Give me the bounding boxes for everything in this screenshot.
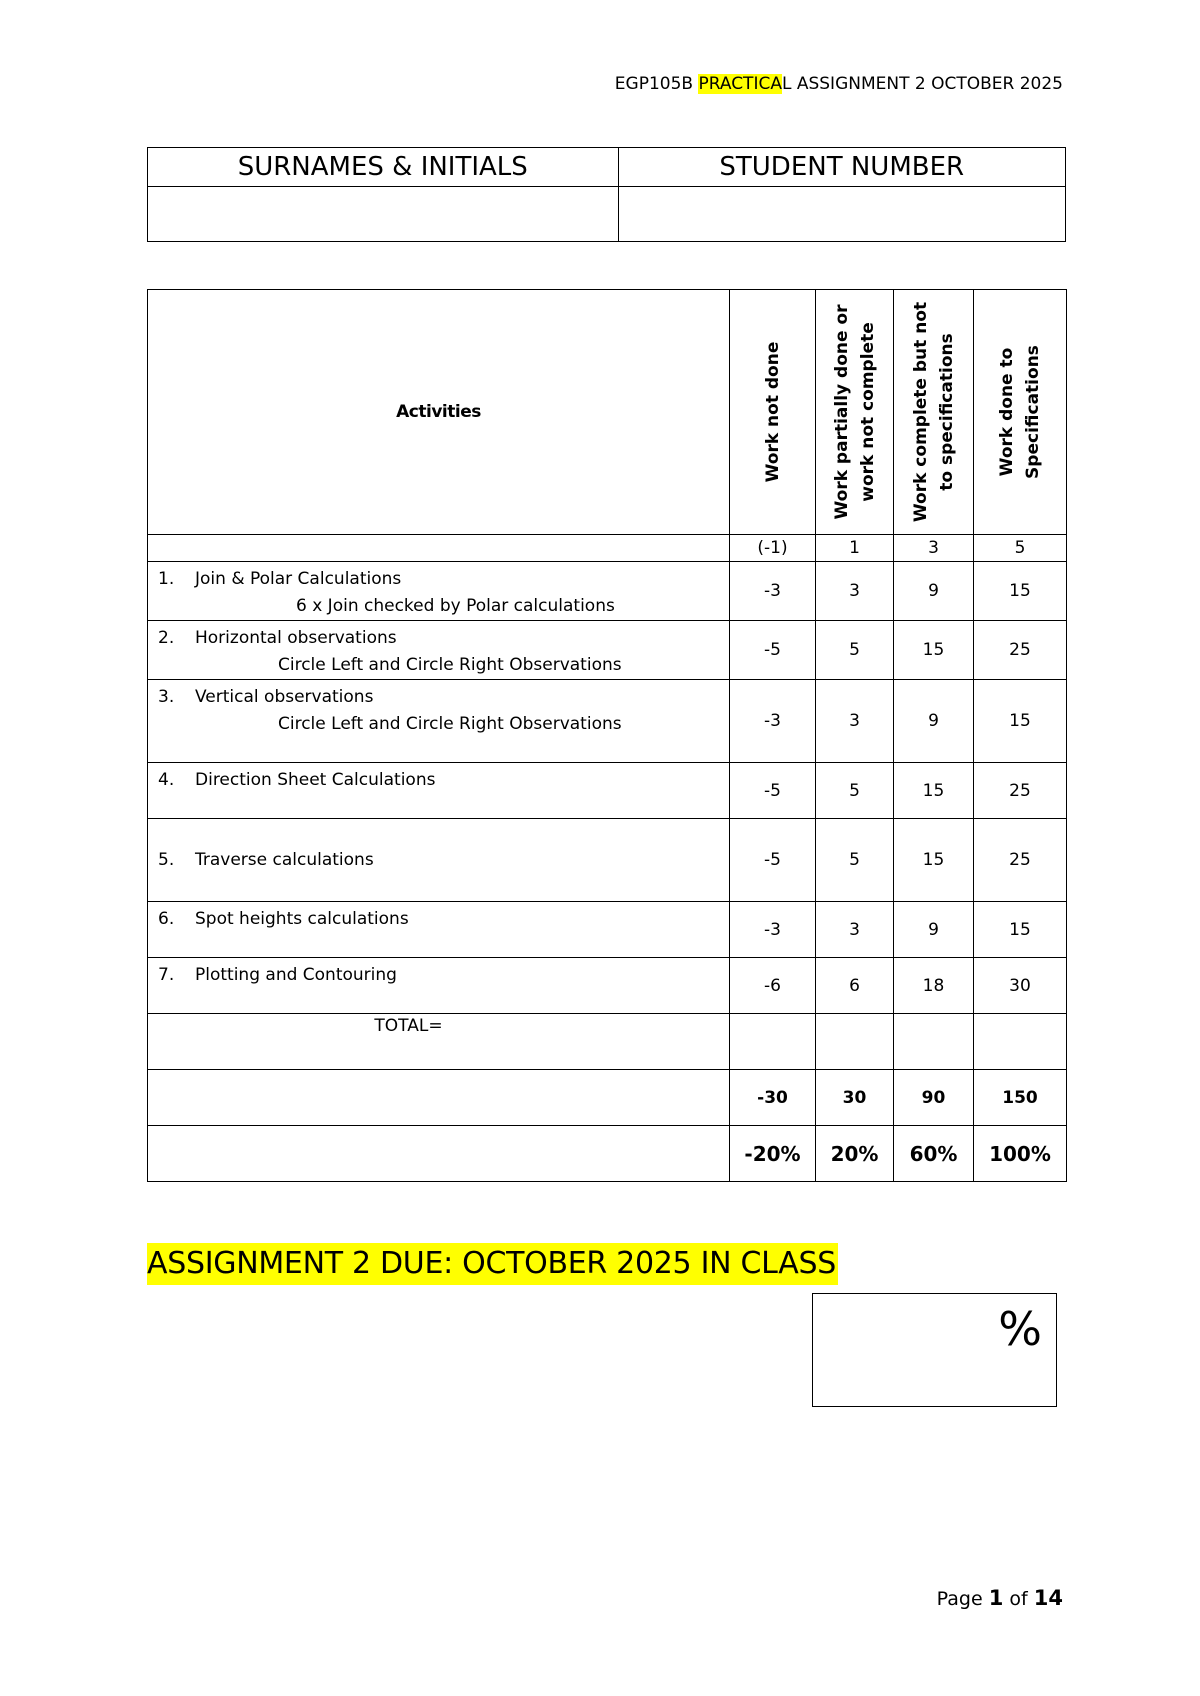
column-label: Work partially done or work not complete <box>831 304 878 520</box>
rubric-table <box>147 289 1067 1182</box>
percentages-label-cell <box>148 1126 730 1182</box>
table-row <box>148 958 1067 1014</box>
column-label: Work done to Specifications <box>997 345 1043 479</box>
weight-cell: 5 <box>974 535 1067 562</box>
score-cell: -5 <box>730 621 816 680</box>
score-cell: -5 <box>730 763 816 819</box>
due-date-notice: ASSIGNMENT 2 DUE: OCTOBER 2025 IN CLASS <box>147 1243 838 1285</box>
score-cell: 25 <box>974 763 1067 819</box>
score-cell: 3 <box>816 562 894 621</box>
score-cell: 3 <box>816 902 894 958</box>
of-word: of <box>1009 1588 1028 1610</box>
total-entry-cell[interactable] <box>816 1014 894 1070</box>
column-header-not-to-spec <box>894 290 974 535</box>
header-highlighted-text: PRACTICA <box>698 74 782 94</box>
score-cell: 25 <box>974 819 1067 902</box>
max-total-cell: 150 <box>974 1070 1067 1126</box>
weight-cell: (-1) <box>730 535 816 562</box>
max-total-cell: 30 <box>816 1070 894 1126</box>
percentage-cell: 60% <box>894 1126 974 1182</box>
total-entry-row <box>148 1014 1067 1070</box>
score-cell: -5 <box>730 819 816 902</box>
document-header <box>615 74 1063 94</box>
activity-number: 4. <box>158 770 175 790</box>
max-total-cell: 90 <box>894 1070 974 1126</box>
activity-subtitle: Circle Left and Circle Right Observations <box>278 714 622 734</box>
activity-cell <box>148 763 730 819</box>
score-cell: -6 <box>730 958 816 1014</box>
total-label: TOTAL= <box>148 1014 730 1070</box>
activity-cell <box>148 680 730 763</box>
surnames-header: SURNAMES & INITIALS <box>148 148 619 187</box>
activities-heading: Activities <box>148 290 730 535</box>
activity-cell <box>148 958 730 1014</box>
page-word: Page <box>936 1588 983 1610</box>
percent-symbol: % <box>998 1302 1042 1356</box>
score-cell: 9 <box>894 680 974 763</box>
student-number-header: STUDENT NUMBER <box>618 148 1066 187</box>
max-totals-row <box>148 1070 1067 1126</box>
student-number-field[interactable] <box>618 187 1066 242</box>
score-cell: 5 <box>816 763 894 819</box>
column-header-partially-done <box>816 290 894 535</box>
score-cell: 9 <box>894 562 974 621</box>
activity-number: 1. <box>158 569 175 589</box>
score-cell: 15 <box>974 680 1067 763</box>
score-cell: 15 <box>974 902 1067 958</box>
activity-cell <box>148 819 730 902</box>
percentage-cell: -20% <box>730 1126 816 1182</box>
table-row <box>148 902 1067 958</box>
table-row <box>148 763 1067 819</box>
column-label: Work complete but not to specifications <box>910 301 957 523</box>
weight-cell: 1 <box>816 535 894 562</box>
max-totals-label-cell <box>148 1070 730 1126</box>
score-cell: 5 <box>816 819 894 902</box>
activity-title: Join & Polar Calculations <box>195 569 402 589</box>
activity-title: Vertical observations <box>195 687 374 707</box>
weights-label-cell <box>148 535 730 562</box>
total-entry-cell[interactable] <box>894 1014 974 1070</box>
score-cell: 18 <box>894 958 974 1014</box>
header-prefix: EGP105B <box>614 74 699 94</box>
activity-title: Spot heights calculations <box>195 909 409 929</box>
score-cell: 30 <box>974 958 1067 1014</box>
score-cell: 6 <box>816 958 894 1014</box>
score-cell: 15 <box>894 819 974 902</box>
surnames-field[interactable] <box>148 187 619 242</box>
activity-subtitle: Circle Left and Circle Right Observations <box>278 655 622 675</box>
weight-cell: 3 <box>894 535 974 562</box>
student-info-table <box>147 147 1066 242</box>
score-cell: 15 <box>894 621 974 680</box>
table-row <box>148 680 1067 763</box>
total-entry-cell[interactable] <box>974 1014 1067 1070</box>
activity-title: Plotting and Contouring <box>195 965 397 985</box>
activity-cell <box>148 562 730 621</box>
column-label: Work not done <box>762 341 783 483</box>
percentage-cell: 20% <box>816 1126 894 1182</box>
activity-title: Horizontal observations <box>195 628 397 648</box>
activity-title: Direction Sheet Calculations <box>195 770 436 790</box>
activity-number: 7. <box>158 965 175 985</box>
header-suffix: L ASSIGNMENT 2 OCTOBER 2025 <box>781 74 1063 94</box>
score-cell: 9 <box>894 902 974 958</box>
max-total-cell: -30 <box>730 1070 816 1126</box>
column-header-to-spec <box>974 290 1067 535</box>
weights-row <box>148 535 1067 562</box>
activity-subtitle: 6 x Join checked by Polar calculations <box>296 596 615 616</box>
score-cell: -3 <box>730 680 816 763</box>
score-cell: -3 <box>730 562 816 621</box>
table-row <box>148 562 1067 621</box>
column-header-not-done <box>730 290 816 535</box>
table-row <box>148 819 1067 902</box>
activity-number: 6. <box>158 909 175 929</box>
percentages-row <box>148 1126 1067 1182</box>
score-cell: 25 <box>974 621 1067 680</box>
percentage-cell: 100% <box>974 1126 1067 1182</box>
current-page: 1 <box>988 1586 1004 1610</box>
activity-number: 3. <box>158 687 175 707</box>
total-pages: 14 <box>1033 1586 1063 1610</box>
activity-title: Traverse calculations <box>195 849 374 870</box>
score-cell: 15 <box>894 763 974 819</box>
score-cell: 15 <box>974 562 1067 621</box>
activity-number: 5. <box>158 849 175 870</box>
activity-cell <box>148 621 730 680</box>
activity-cell <box>148 902 730 958</box>
table-row <box>148 621 1067 680</box>
page-number <box>937 1586 1063 1610</box>
activity-number: 2. <box>158 628 175 648</box>
final-percentage-box[interactable] <box>812 1293 1057 1407</box>
score-cell: 5 <box>816 621 894 680</box>
score-cell: 3 <box>816 680 894 763</box>
score-cell: -3 <box>730 902 816 958</box>
total-entry-cell[interactable] <box>730 1014 816 1070</box>
